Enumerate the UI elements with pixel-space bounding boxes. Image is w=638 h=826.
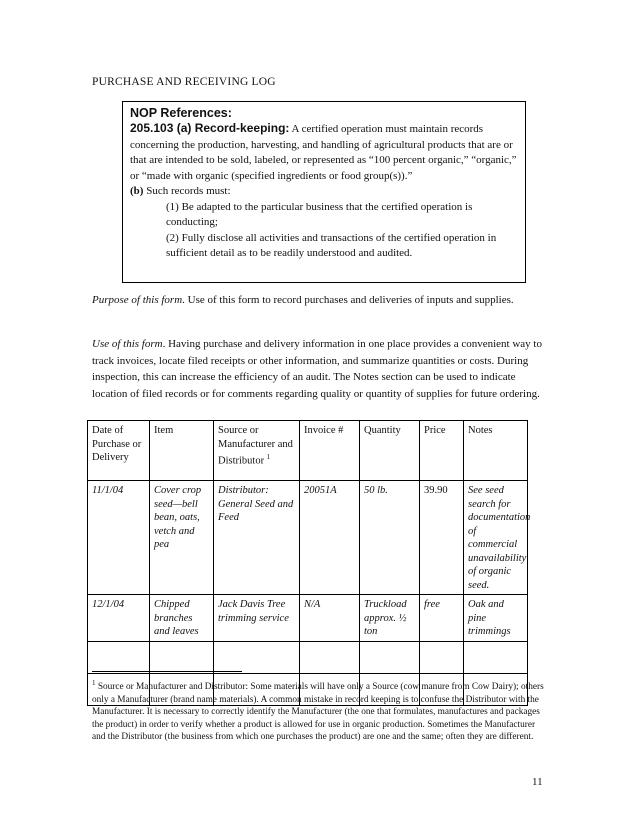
- nop-item-2: (2) Fully disclose all activities and transactions of the certified operation in sufficient detail as to be readily understood and audited.: [166, 231, 497, 259]
- cell-invoice: N/A: [300, 595, 360, 642]
- cell-price: free: [420, 595, 464, 642]
- table-row: [88, 481, 528, 595]
- cell-empty: [300, 641, 360, 673]
- nop-heading: NOP References:: [130, 106, 232, 120]
- cell-quantity: 50 lb.: [360, 481, 420, 595]
- purpose-label: Purpose of this form: [92, 294, 183, 306]
- header-item: Item: [150, 421, 214, 481]
- cell-empty: [214, 641, 300, 673]
- header-price: Price: [420, 421, 464, 481]
- cell-date: 11/1/04: [88, 481, 150, 595]
- nop-section-205-103: [130, 121, 525, 184]
- nop-b-label: (b): [130, 185, 144, 197]
- nop-item-1: (1) Be adapted to the particular business that the certified operation is conducting;: [166, 200, 473, 228]
- cell-invoice: 20051A: [300, 481, 360, 595]
- table-row: [88, 595, 528, 642]
- nop-section-text: A certified operation must maintain records concerning the production, harvesting, and handling of agricultural products that are or that are intended to be sold, labeled, or represented as “100 percent organic,” “organic,” or “made with organic (specified ingredients or food group(s)).”: [130, 123, 517, 182]
- nop-references-box: [122, 101, 526, 283]
- header-source-label: Source or Manufacturer and Distributor: [218, 425, 293, 467]
- cell-item: Chipped branches and leaves: [150, 595, 214, 642]
- cell-empty: [88, 641, 150, 673]
- cell-empty: [150, 641, 214, 673]
- cell-date: 12/1/04: [88, 595, 150, 642]
- footnote-marker: 1: [92, 679, 96, 687]
- cell-empty: [420, 641, 464, 673]
- use-paragraph: [92, 336, 542, 402]
- purpose-text: . Use of this form to record purchases and deliveries of inputs and supplies.: [182, 294, 514, 306]
- use-text: . Having purchase and delivery information in one place provides a convenient way to track invoices, locate filed receipts or other information, and summarize quantities or costs. During inspection, this can increase the efficiency of an audit. The Notes section can be used to indicate location of filed records or for comments regarding quality or quantity of supplies for future ordering.: [92, 338, 542, 400]
- purchase-log-table: [87, 420, 531, 706]
- page-title: PURCHASE AND RECEIVING LOG: [92, 76, 276, 88]
- nop-section-label: 205.103 (a) Record-keeping:: [130, 121, 290, 135]
- cell-notes: Oak and pine trimmings: [464, 595, 528, 642]
- table-row-empty: [88, 641, 528, 673]
- table-header-row: [88, 421, 528, 481]
- cell-notes: See seed search for documentation of commercial unavailability of organic seed.: [464, 481, 528, 595]
- header-source: [214, 421, 300, 481]
- nop-b-text: Such records must:: [143, 185, 231, 197]
- header-invoice: Invoice #: [300, 421, 360, 481]
- cell-source: Jack Davis Tree trimming service: [214, 595, 300, 642]
- purpose-paragraph: [92, 292, 542, 309]
- footnote: [92, 677, 547, 744]
- cell-item: Cover crop seed—bell bean, oats, vetch and pea: [150, 481, 214, 595]
- header-date: Date of Purchase or Delivery: [88, 421, 150, 481]
- cell-source: Distributor: General Seed and Feed: [214, 481, 300, 595]
- footnote-text: Source or Manufacturer and Distributor: Some materials will have only a Source (cow manure from Cow Dairy); others only a Manufacturer (brand name materials). A common mistake in record keeping is to confuse the Distributor with the Manufacturer. It is necessary to correctly identify the Manufacturer (the one that formulates, manufactures and packages the product) in order to verify whether a product is allowed for use in organic production. Sometimes the Manufacturer and the Distributor (the business from which one purchases the product) are one and the same; often they are different.: [92, 682, 544, 743]
- cell-empty: [464, 641, 528, 673]
- nop-b-clause: [130, 184, 525, 200]
- header-notes: Notes: [464, 421, 528, 481]
- cell-quantity: Truckload approx. ½ ton: [360, 595, 420, 642]
- header-source-footnote-marker: 1: [266, 453, 271, 461]
- page-number: 11: [532, 776, 543, 788]
- footnote-divider: [92, 671, 242, 672]
- header-quantity: Quantity: [360, 421, 420, 481]
- cell-price: 39.90: [420, 481, 464, 595]
- use-label: Use of this form: [92, 338, 163, 350]
- cell-empty: [360, 641, 420, 673]
